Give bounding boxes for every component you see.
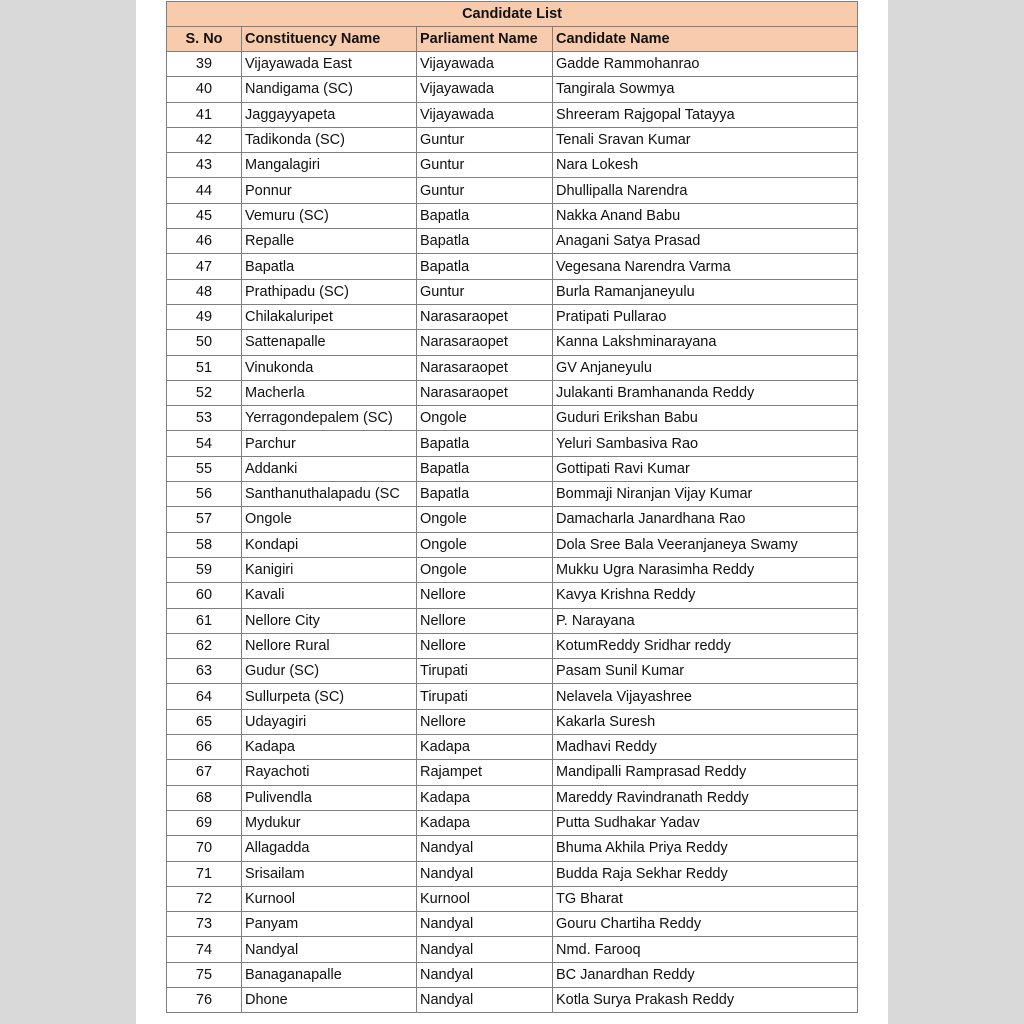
cell-sno: 66 [167,735,242,760]
cell-candidate: Dola Sree Bala Veeranjaneya Swamy [553,532,858,557]
cell-parliament: Kadapa [417,810,553,835]
cell-sno: 47 [167,254,242,279]
cell-candidate: Kavya Krishna Reddy [553,583,858,608]
cell-parliament: Narasaraopet [417,380,553,405]
table-row [167,178,858,203]
table-title-row [167,2,858,27]
table-row [167,153,858,178]
cell-constituency: Dhone [242,987,417,1012]
cell-constituency: Macherla [242,380,417,405]
cell-constituency: Vijayawada East [242,52,417,77]
cell-candidate: Nara Lokesh [553,153,858,178]
cell-sno: 64 [167,684,242,709]
cell-sno: 69 [167,810,242,835]
cell-constituency: Prathipadu (SC) [242,279,417,304]
cell-candidate: Kanna Lakshminarayana [553,330,858,355]
cell-sno: 68 [167,785,242,810]
table-row [167,608,858,633]
cell-candidate: Bommaji Niranjan Vijay Kumar [553,482,858,507]
cell-parliament: Narasaraopet [417,304,553,329]
cell-parliament: Guntur [417,178,553,203]
cell-parliament: Kurnool [417,886,553,911]
cell-parliament: Ongole [417,406,553,431]
cell-candidate: Budda Raja Sekhar Reddy [553,861,858,886]
cell-sno: 73 [167,912,242,937]
cell-constituency: Ponnur [242,178,417,203]
cell-sno: 55 [167,456,242,481]
cell-candidate: Tenali Sravan Kumar [553,127,858,152]
cell-constituency: Gudur (SC) [242,659,417,684]
cell-parliament: Ongole [417,507,553,532]
table-row [167,836,858,861]
cell-parliament: Nandyal [417,861,553,886]
cell-candidate: Nakka Anand Babu [553,203,858,228]
cell-sno: 67 [167,760,242,785]
table-row [167,203,858,228]
column-header-sno: S. No [167,27,242,52]
cell-parliament: Nellore [417,709,553,734]
cell-constituency: Kondapi [242,532,417,557]
table-row [167,52,858,77]
cell-parliament: Nandyal [417,937,553,962]
table-row [167,886,858,911]
cell-parliament: Bapatla [417,431,553,456]
cell-constituency: Udayagiri [242,709,417,734]
cell-sno: 62 [167,633,242,658]
cell-candidate: Tangirala Sowmya [553,77,858,102]
cell-candidate: Putta Sudhakar Yadav [553,810,858,835]
cell-parliament: Narasaraopet [417,330,553,355]
cell-constituency: Kadapa [242,735,417,760]
cell-constituency: Rayachoti [242,760,417,785]
cell-constituency: Panyam [242,912,417,937]
cell-sno: 65 [167,709,242,734]
cell-constituency: Addanki [242,456,417,481]
cell-sno: 75 [167,962,242,987]
table-row [167,684,858,709]
cell-candidate: Yeluri Sambasiva Rao [553,431,858,456]
cell-sno: 51 [167,355,242,380]
cell-candidate: Mareddy Ravindranath Reddy [553,785,858,810]
cell-parliament: Narasaraopet [417,355,553,380]
cell-candidate: Mukku Ugra Narasimha Reddy [553,557,858,582]
cell-candidate: Shreeram Rajgopal Tatayya [553,102,858,127]
cell-constituency: Yerragondepalem (SC) [242,406,417,431]
table-row [167,254,858,279]
table-row [167,810,858,835]
cell-sno: 53 [167,406,242,431]
table-body [167,52,858,1013]
cell-constituency: Nellore Rural [242,633,417,658]
cell-parliament: Nellore [417,608,553,633]
cell-parliament: Guntur [417,127,553,152]
cell-sno: 58 [167,532,242,557]
table-row [167,785,858,810]
cell-constituency: Kurnool [242,886,417,911]
table-row [167,304,858,329]
cell-constituency: Mangalagiri [242,153,417,178]
table-row [167,431,858,456]
cell-sno: 39 [167,52,242,77]
cell-parliament: Vijayawada [417,102,553,127]
cell-candidate: Vegesana Narendra Varma [553,254,858,279]
cell-constituency: Vemuru (SC) [242,203,417,228]
cell-parliament: Nandyal [417,912,553,937]
table-row [167,861,858,886]
cell-parliament: Bapatla [417,203,553,228]
cell-sno: 46 [167,229,242,254]
cell-candidate: KotumReddy Sridhar reddy [553,633,858,658]
table-row [167,279,858,304]
cell-sno: 49 [167,304,242,329]
table-row [167,532,858,557]
cell-candidate: BC Janardhan Reddy [553,962,858,987]
cell-parliament: Guntur [417,153,553,178]
cell-candidate: Anagani Satya Prasad [553,229,858,254]
cell-sno: 41 [167,102,242,127]
cell-constituency: Banaganapalle [242,962,417,987]
cell-sno: 60 [167,583,242,608]
cell-constituency: Tadikonda (SC) [242,127,417,152]
cell-constituency: Kanigiri [242,557,417,582]
table-row [167,77,858,102]
cell-sno: 63 [167,659,242,684]
cell-parliament: Tirupati [417,659,553,684]
cell-constituency: Bapatla [242,254,417,279]
table-row [167,330,858,355]
cell-parliament: Nandyal [417,962,553,987]
cell-sno: 70 [167,836,242,861]
cell-candidate: Mandipalli Ramprasad Reddy [553,760,858,785]
cell-constituency: Sullurpeta (SC) [242,684,417,709]
cell-sno: 40 [167,77,242,102]
cell-sno: 43 [167,153,242,178]
table-row [167,482,858,507]
table-header-row [167,27,858,52]
cell-sno: 42 [167,127,242,152]
table-title: Candidate List [167,2,858,27]
table-row [167,380,858,405]
table-row [167,507,858,532]
cell-candidate: P. Narayana [553,608,858,633]
cell-candidate: Kakarla Suresh [553,709,858,734]
cell-parliament: Ongole [417,532,553,557]
cell-sno: 72 [167,886,242,911]
cell-constituency: Kavali [242,583,417,608]
cell-sno: 48 [167,279,242,304]
cell-candidate: Damacharla Janardhana Rao [553,507,858,532]
cell-sno: 45 [167,203,242,228]
candidate-table [166,1,858,1013]
cell-candidate: Pasam Sunil Kumar [553,659,858,684]
cell-candidate: Julakanti Bramhananda Reddy [553,380,858,405]
table-row [167,760,858,785]
cell-candidate: Nelavela Vijayashree [553,684,858,709]
cell-constituency: Sattenapalle [242,330,417,355]
cell-constituency: Mydukur [242,810,417,835]
cell-parliament: Bapatla [417,456,553,481]
cell-constituency: Santhanuthalapadu (SC [242,482,417,507]
table-row [167,456,858,481]
cell-candidate: Nmd. Farooq [553,937,858,962]
cell-sno: 76 [167,987,242,1012]
cell-parliament: Nandyal [417,836,553,861]
cell-candidate: TG Bharat [553,886,858,911]
table-row [167,735,858,760]
cell-parliament: Vijayawada [417,77,553,102]
table-row [167,583,858,608]
cell-sno: 50 [167,330,242,355]
cell-parliament: Bapatla [417,229,553,254]
cell-candidate: GV Anjaneyulu [553,355,858,380]
cell-sno: 52 [167,380,242,405]
cell-sno: 44 [167,178,242,203]
cell-candidate: Gouru Chartiha Reddy [553,912,858,937]
table-row [167,229,858,254]
table-row [167,962,858,987]
cell-parliament: Nellore [417,583,553,608]
cell-parliament: Nellore [417,633,553,658]
cell-sno: 54 [167,431,242,456]
column-header-constituency: Constituency Name [242,27,417,52]
cell-constituency: Parchur [242,431,417,456]
cell-parliament: Tirupati [417,684,553,709]
cell-candidate: Dhullipalla Narendra [553,178,858,203]
table-row [167,659,858,684]
cell-sno: 56 [167,482,242,507]
cell-parliament: Guntur [417,279,553,304]
cell-candidate: Gadde Rammohanrao [553,52,858,77]
cell-parliament: Bapatla [417,482,553,507]
cell-constituency: Nellore City [242,608,417,633]
cell-sno: 59 [167,557,242,582]
cell-parliament: Kadapa [417,785,553,810]
cell-parliament: Ongole [417,557,553,582]
cell-constituency: Vinukonda [242,355,417,380]
cell-parliament: Nandyal [417,987,553,1012]
cell-parliament: Bapatla [417,254,553,279]
cell-constituency: Ongole [242,507,417,532]
cell-candidate: Bhuma Akhila Priya Reddy [553,836,858,861]
cell-constituency: Srisailam [242,861,417,886]
cell-sno: 74 [167,937,242,962]
cell-constituency: Chilakaluripet [242,304,417,329]
cell-parliament: Rajampet [417,760,553,785]
cell-sno: 57 [167,507,242,532]
cell-constituency: Allagadda [242,836,417,861]
cell-candidate: Guduri Erikshan Babu [553,406,858,431]
cell-parliament: Vijayawada [417,52,553,77]
table-row [167,912,858,937]
cell-candidate: Madhavi Reddy [553,735,858,760]
table-row [167,987,858,1012]
cell-parliament: Kadapa [417,735,553,760]
cell-candidate: Kotla Surya Prakash Reddy [553,987,858,1012]
column-header-candidate: Candidate Name [553,27,858,52]
table-row [167,557,858,582]
cell-constituency: Jaggayyapeta [242,102,417,127]
cell-sno: 71 [167,861,242,886]
cell-constituency: Nandigama (SC) [242,77,417,102]
cell-candidate: Pratipati Pullarao [553,304,858,329]
cell-candidate: Burla Ramanjaneyulu [553,279,858,304]
cell-candidate: Gottipati Ravi Kumar [553,456,858,481]
table-row [167,406,858,431]
table-row [167,355,858,380]
table-row [167,937,858,962]
column-header-parliament: Parliament Name [417,27,553,52]
cell-constituency: Pulivendla [242,785,417,810]
table-row [167,102,858,127]
cell-constituency: Nandyal [242,937,417,962]
cell-constituency: Repalle [242,229,417,254]
table-row [167,633,858,658]
table-row [167,127,858,152]
cell-sno: 61 [167,608,242,633]
table-row [167,709,858,734]
document-page [136,0,888,1024]
